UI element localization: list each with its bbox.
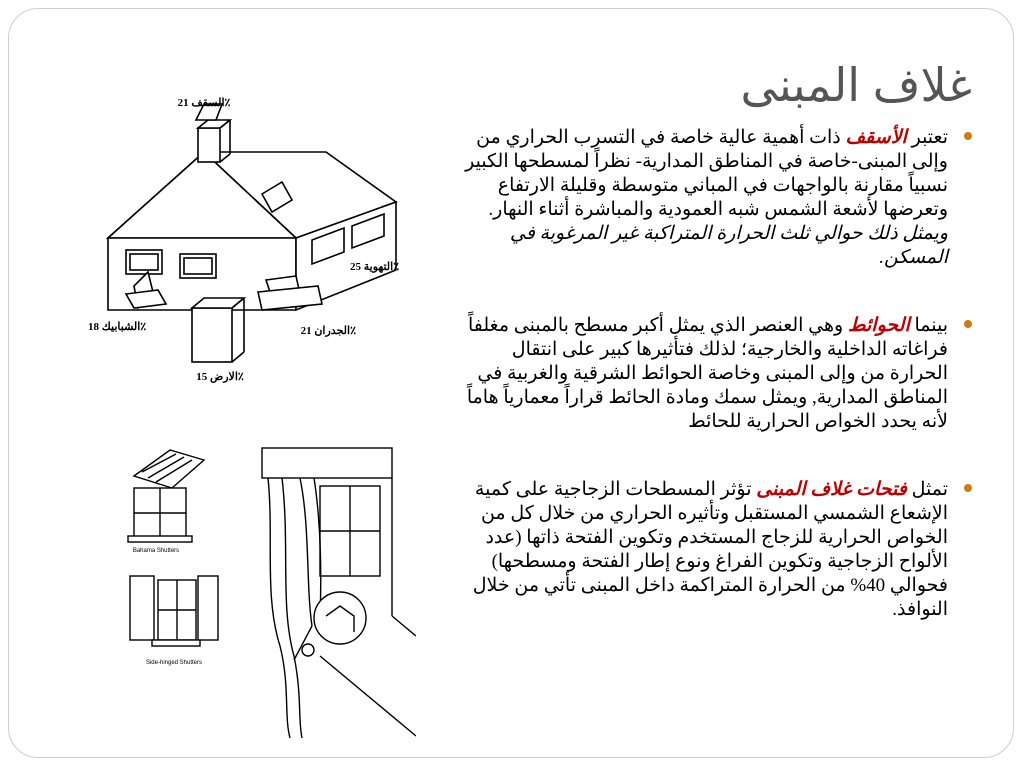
bullet-dot-icon [964, 320, 972, 328]
keyword-walls: الحوائط [847, 315, 910, 336]
bullet-roofs: تعتبر الأسقف ذات أهمية عالية خاصة في التسرب الحراري من وإلى المبنى-خاصة في المناطق المدارية- نظراً لمسطحها الكبير نسبياً مقارنة بالواجهات في المباني متوسطة وقليلة الارتفاع وتعرضها لأشعة الشمس شبه العمودية والمباشرة أثناء النهار. ويمثل ذلك حوالي ثلث الحرارة المتراكبة غير المرغوبة في المسكن. [452, 126, 972, 270]
bullet-dot-icon [964, 132, 972, 140]
italic-note: ويمثل ذلك حوالي ثلث الحرارة المتراكبة غير المرغوبة في المسكن. [509, 223, 948, 268]
ventilation-label: التهوية 25٪ [350, 261, 400, 273]
bullet-openings: تمثل فتحات غلاف المبنى تؤثر المسطحات الزجاجية على كمية الإشعاع الشمسي المستقبل وتأثيره الحراري من خلال كل من الخواص الحرارية للزجاج المستخدم وتكوين الفتحة ذاتها (عدد الألواح الزجاجية وتكوين الفراغ ونوع إطار الفتحة ومسطحها) فحوالي 40% من الحرارة المتراكمة داخل المبنى تأتي من خلال النوافذ. [452, 478, 972, 622]
curtain-window-illustration [260, 446, 416, 744]
floor-label: الارض 15٪ [196, 371, 244, 383]
bullet-walls: بينما الحوائط وهي العنصر الذي يمثل أكبر مسطح بالمبنى مغلفاً فراغاته الداخلية والخارجية؛ لذلك فتأثيرها كبير على انتقال الحرارة من وإلى المبنى وخاصة الحوائط الشرقية والغربية في المناطق المدارية, ويمثل سمك ومادة الحائط قراراً معمارياً هاماً لأنه يحدد الخواص الحرارية للحائط [452, 314, 972, 434]
bullet-list [452, 126, 972, 622]
keyword-roofs: الأسقف [845, 127, 907, 148]
side-hinged-shutters-caption: Side-hinged Shutters [145, 660, 203, 666]
windows-label: الشبابيك 18٪ [88, 321, 147, 333]
slide-title: غلاف المبنى [740, 59, 972, 111]
shutters-illustration [118, 440, 258, 690]
bahama-shutters-caption: Bahama Shutters [132, 548, 180, 554]
bullet-dot-icon [964, 484, 972, 492]
keyword-openings: فتحات غلاف المبنى [756, 479, 907, 500]
roof-label: السقف 21٪ [177, 97, 231, 109]
walls-label: الجدران 21٪ [300, 325, 356, 337]
house-heat-loss-illustration [86, 90, 418, 390]
